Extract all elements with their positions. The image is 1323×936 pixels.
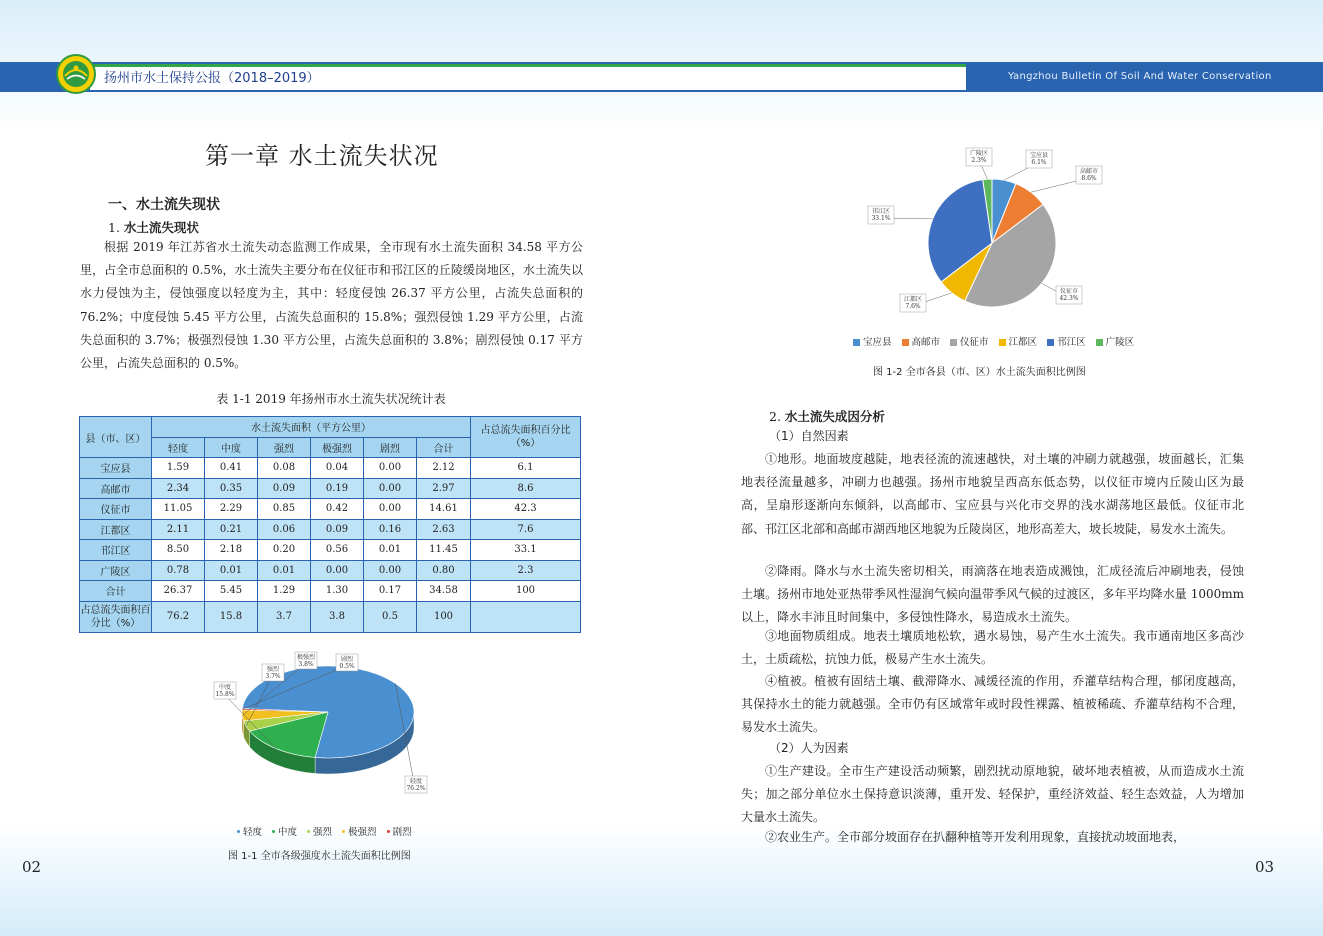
row-region-name: 仪征市 [80, 499, 152, 520]
figure-1-caption: 图 1-1 全市各级强度水土流失面积比例图 [228, 851, 411, 862]
pie-data-label: 2.3% [971, 157, 987, 164]
region-pie-chart [860, 145, 1130, 325]
column-header: 强烈 [258, 437, 311, 458]
table-cell: 1.29 [258, 581, 311, 602]
row-region-name: 邗江区 [80, 540, 152, 561]
table-cell: 0.42 [311, 499, 364, 520]
table-cell: 2.12 [417, 458, 471, 479]
subsection-title [108, 218, 199, 236]
section-title: 一、水土流失现状 [108, 197, 220, 213]
table-cell-percent: 42.3 [471, 499, 581, 520]
table-cell: 0.17 [364, 581, 417, 602]
table-cell: 0.85 [258, 499, 311, 520]
table-cell: 1.59 [152, 458, 205, 479]
legend-label: 邗江区 [1057, 337, 1086, 348]
table-cell: 0.56 [311, 540, 364, 561]
bulletin-logo-icon [56, 54, 96, 94]
pie-data-label: 3.7% [265, 673, 281, 680]
table-cell: 15.8 [205, 601, 258, 632]
table-cell: 100 [417, 601, 471, 632]
terrain-paragraph: ①地形。地面坡度越陡，地表径流的流速越快，对土壤的冲刷力就越强，坡面越长，汇集地表径流量越多，冲刷力也越强。扬州市地貌呈西高东低态势，以仪征市境内丘陵山区为最高，呈扇形逐渐向东倾斜，以高邮市、宝应县与兴化市交界的浅水湖荡地区最低。仪征市北部、邗江区北部和高邮市湖西地区地貌为丘陵岗区，地形高差大，坡长坡陡，易发水土流失。 [741, 452, 1244, 536]
causes-number: 2. [769, 409, 781, 424]
row-region-name: 江都区 [80, 519, 152, 540]
legend-marker [307, 830, 310, 833]
table-cell: 0.09 [258, 478, 311, 499]
column-header: 极强烈 [311, 437, 364, 458]
pie-data-label: 宝应县 [1029, 152, 1049, 159]
pie-data-label: 仪征市 [1059, 288, 1079, 295]
pie-data-label: 8.6% [1081, 175, 1097, 182]
legend-label: 剧烈 [392, 827, 412, 838]
table-cell: 0.20 [258, 540, 311, 561]
legend-marker [1096, 339, 1103, 346]
table-cell: 3.7 [258, 601, 311, 632]
column-header: 剧烈 [364, 437, 417, 458]
pie-data-label: 76.2% [406, 785, 426, 792]
intro-paragraph: 根据 2019 年江苏省水土流失动态监测工作成果，全市现有水土流失面积 34.58 平方公里，占全市总面积的 0.5%，水土流失主要分布在仪征市和邗江区的丘陵缓岗地区，水土流失以水力侵蚀为主，侵蚀强度以轻度为主，其中：轻度侵蚀 26.37 平方公里，占流失总面积的 76.2%；中度侵蚀 5.45 平方公里，占流失总面积的 15.8%；强烈侵蚀 1.29 平方公里，占流失总面积的 3.7%；极强烈侵蚀 1.30 平方公里，占流失总面积的 3.8%；剧烈侵蚀 0.17 平方公里，占流失总面积的 0.5%。 [80, 240, 583, 371]
table-cell: 0.04 [311, 458, 364, 479]
legend-item [272, 824, 297, 838]
table-cell: 0.78 [152, 560, 205, 581]
natural-factors-heading: （1）自然因素 [769, 429, 849, 443]
legend-item [853, 334, 892, 348]
erosion-stats-table [79, 416, 581, 633]
table-cell: 14.61 [417, 499, 471, 520]
subsection-number: 1. [108, 220, 120, 235]
construction-paragraph: ①生产建设。全市生产建设活动频繁，剧烈扰动原地貌，破坏地表植被，从而造成水土流失；加之部分单位水土保持意识淡薄，重开发、轻保护，重经济效益、轻生态效益，人为增加大量水土流失。 [741, 764, 1244, 825]
legend-label: 轻度 [243, 827, 263, 838]
pie-data-label: 邗江区 [871, 208, 891, 215]
soil-paragraph: ③地面物质组成。地表土壤质地松软，遇水易蚀，易产生水土流失。我市通南地区多高沙土，土质疏松，抗蚀力低，极易产生水土流失。 [741, 629, 1244, 667]
table-cell-percent: 100 [471, 581, 581, 602]
bulletin-title: 扬州市水土保持公报（2018–2019） [104, 71, 320, 86]
table-cell: 8.50 [152, 540, 205, 561]
row-region-name: 高邮市 [80, 478, 152, 499]
table-cell: 0.19 [311, 478, 364, 499]
pie-data-label: 6.1% [1031, 159, 1047, 166]
table-row [80, 499, 581, 520]
table-cell: 0.00 [364, 478, 417, 499]
table-cell: 3.8 [311, 601, 364, 632]
causes-title-text: 水土流失成因分析 [784, 409, 885, 424]
table-cell: 2.97 [417, 478, 471, 499]
legend-marker [999, 339, 1006, 346]
pie-data-label: 0.5% [339, 663, 355, 670]
table-row [80, 601, 581, 632]
pie-data-label: 42.3% [1059, 295, 1079, 302]
row-region-name: 宝应县 [80, 458, 152, 479]
vegetation-paragraph: ④植被。植被有固结土壤、截滞降水、减缓径流的作用，乔灌草结构合理，郁闭度越高，其保持水土的能力就越强。全市仍有区域常年或时段性裸露、植被稀疏、乔灌草结构不合理，易发水土流失。 [741, 674, 1244, 735]
legend-label: 宝应县 [863, 337, 892, 348]
table-row [80, 458, 581, 479]
table-header-region: 县（市、区） [80, 417, 152, 458]
legend-item [1047, 334, 1086, 348]
legend-marker [1047, 339, 1054, 346]
table-cell-percent [471, 601, 581, 632]
table-cell-percent: 33.1 [471, 540, 581, 561]
table-cell: 0.00 [311, 560, 364, 581]
table-cell-percent: 7.6 [471, 519, 581, 540]
region-legend [853, 334, 1134, 348]
legend-item [387, 824, 412, 838]
table-cell: 0.16 [364, 519, 417, 540]
table-row [80, 519, 581, 540]
legend-marker [950, 339, 957, 346]
table-cell: 2.11 [152, 519, 205, 540]
causes-subsection-title [769, 407, 885, 425]
legend-label: 江都区 [1008, 337, 1038, 348]
row-region-name: 占总流失面积百分比（%） [80, 601, 152, 632]
table-cell: 34.58 [417, 581, 471, 602]
table-row [80, 560, 581, 581]
table-cell-percent: 8.6 [471, 478, 581, 499]
table-cell: 2.29 [205, 499, 258, 520]
legend-marker [272, 830, 275, 833]
table-cell: 2.63 [417, 519, 471, 540]
pie-data-label: 高邮市 [1079, 168, 1099, 175]
page-number-right: 03 [1255, 858, 1275, 876]
row-region-name: 广陵区 [80, 560, 152, 581]
table-cell: 11.05 [152, 499, 205, 520]
pie-data-label: 轻度 [409, 778, 423, 785]
table-cell: 0.00 [364, 499, 417, 520]
agriculture-paragraph: ②农业生产。全市部分坡面存在扒翻种植等开发利用现象，直接扰动坡面地表， [765, 830, 1186, 844]
legend-item [237, 824, 262, 838]
pie-data-label: 极强烈 [296, 654, 316, 661]
table-cell: 0.41 [205, 458, 258, 479]
column-header: 轻度 [152, 437, 205, 458]
legend-item [902, 334, 941, 348]
pie-data-label: 7.6% [905, 303, 921, 310]
table-cell: 0.80 [417, 560, 471, 581]
table-cell: 0.06 [258, 519, 311, 540]
table-cell: 26.37 [152, 581, 205, 602]
legend-item [999, 334, 1038, 348]
legend-label: 广陵区 [1105, 337, 1135, 348]
pie-data-label: 15.8% [215, 691, 235, 698]
legend-item [1096, 334, 1135, 348]
pie-data-label: 3.8% [298, 661, 314, 668]
table-cell-percent: 6.1 [471, 458, 581, 479]
table-row [80, 540, 581, 561]
table-cell-percent: 2.3 [471, 560, 581, 581]
page-number-left: 02 [22, 858, 42, 876]
table-header-percent: 占总流失面积百分比（%） [471, 417, 581, 458]
legend-label: 高邮市 [911, 337, 941, 348]
table-cell: 0.5 [364, 601, 417, 632]
pie-data-label: 剧烈 [340, 656, 354, 663]
table-cell: 0.01 [205, 560, 258, 581]
legend-item [950, 334, 989, 348]
table-row [80, 581, 581, 602]
table-cell: 0.09 [311, 519, 364, 540]
table-cell: 0.21 [205, 519, 258, 540]
table-cell: 1.30 [311, 581, 364, 602]
table-cell: 0.00 [364, 560, 417, 581]
table-header-area: 水土流失面积（平方公里） [152, 417, 471, 438]
row-region-name: 合计 [80, 581, 152, 602]
legend-marker [237, 830, 240, 833]
column-header: 中度 [205, 437, 258, 458]
legend-label: 强烈 [313, 827, 333, 838]
legend-marker [902, 339, 909, 346]
rainfall-paragraph: ②降雨。降水与水土流失密切相关，雨滴落在地表造成溅蚀，汇成径流后冲刷地表，侵蚀土壤。扬州市地处亚热带季风性湿润气候向温带季风气候的过渡区，多年平均降水量 1000mm 以上，降水丰沛且时间集中，多侵蚀性降水，易造成水土流失。 [741, 564, 1244, 625]
figure-2-caption: 图 1-2 全市各县（市、区）水土流失面积比例图 [873, 367, 1086, 378]
human-factors-heading: （2）人为因素 [769, 741, 849, 755]
legend-item [342, 824, 377, 838]
table-cell: 0.01 [364, 540, 417, 561]
pie-data-label: 中度 [218, 684, 232, 691]
bulletin-title-english: Yangzhou Bulletin Of Soil And Water Conservation [1008, 71, 1272, 82]
legend-marker [342, 830, 345, 833]
table-cell: 0.00 [364, 458, 417, 479]
pie-data-label: 江都区 [903, 296, 923, 303]
table-row [80, 478, 581, 499]
table-cell: 0.01 [258, 560, 311, 581]
pie-data-label: 33.1% [871, 215, 891, 222]
table-cell: 2.34 [152, 478, 205, 499]
table-cell: 0.35 [205, 478, 258, 499]
table-cell: 11.45 [417, 540, 471, 561]
legend-label: 仪征市 [960, 337, 989, 348]
legend-marker [387, 830, 390, 833]
pie-data-label: 强烈 [266, 666, 280, 673]
legend-label: 极强烈 [348, 827, 377, 838]
subsection-title-text: 水土流失现状 [123, 220, 199, 235]
table-cell: 0.08 [258, 458, 311, 479]
legend-marker [853, 339, 860, 346]
severity-pie-chart [200, 648, 450, 808]
chapter-title: 第一章 水土流失状况 [205, 142, 439, 170]
table-caption: 表 1-1 2019 年扬州市水土流失状况统计表 [216, 392, 446, 406]
column-header: 合计 [417, 437, 471, 458]
severity-legend [237, 824, 412, 838]
table-cell: 5.45 [205, 581, 258, 602]
legend-item [307, 824, 332, 838]
pie-data-label: 广陵区 [969, 150, 989, 157]
legend-label: 中度 [278, 827, 298, 838]
table-cell: 2.18 [205, 540, 258, 561]
table-cell: 76.2 [152, 601, 205, 632]
